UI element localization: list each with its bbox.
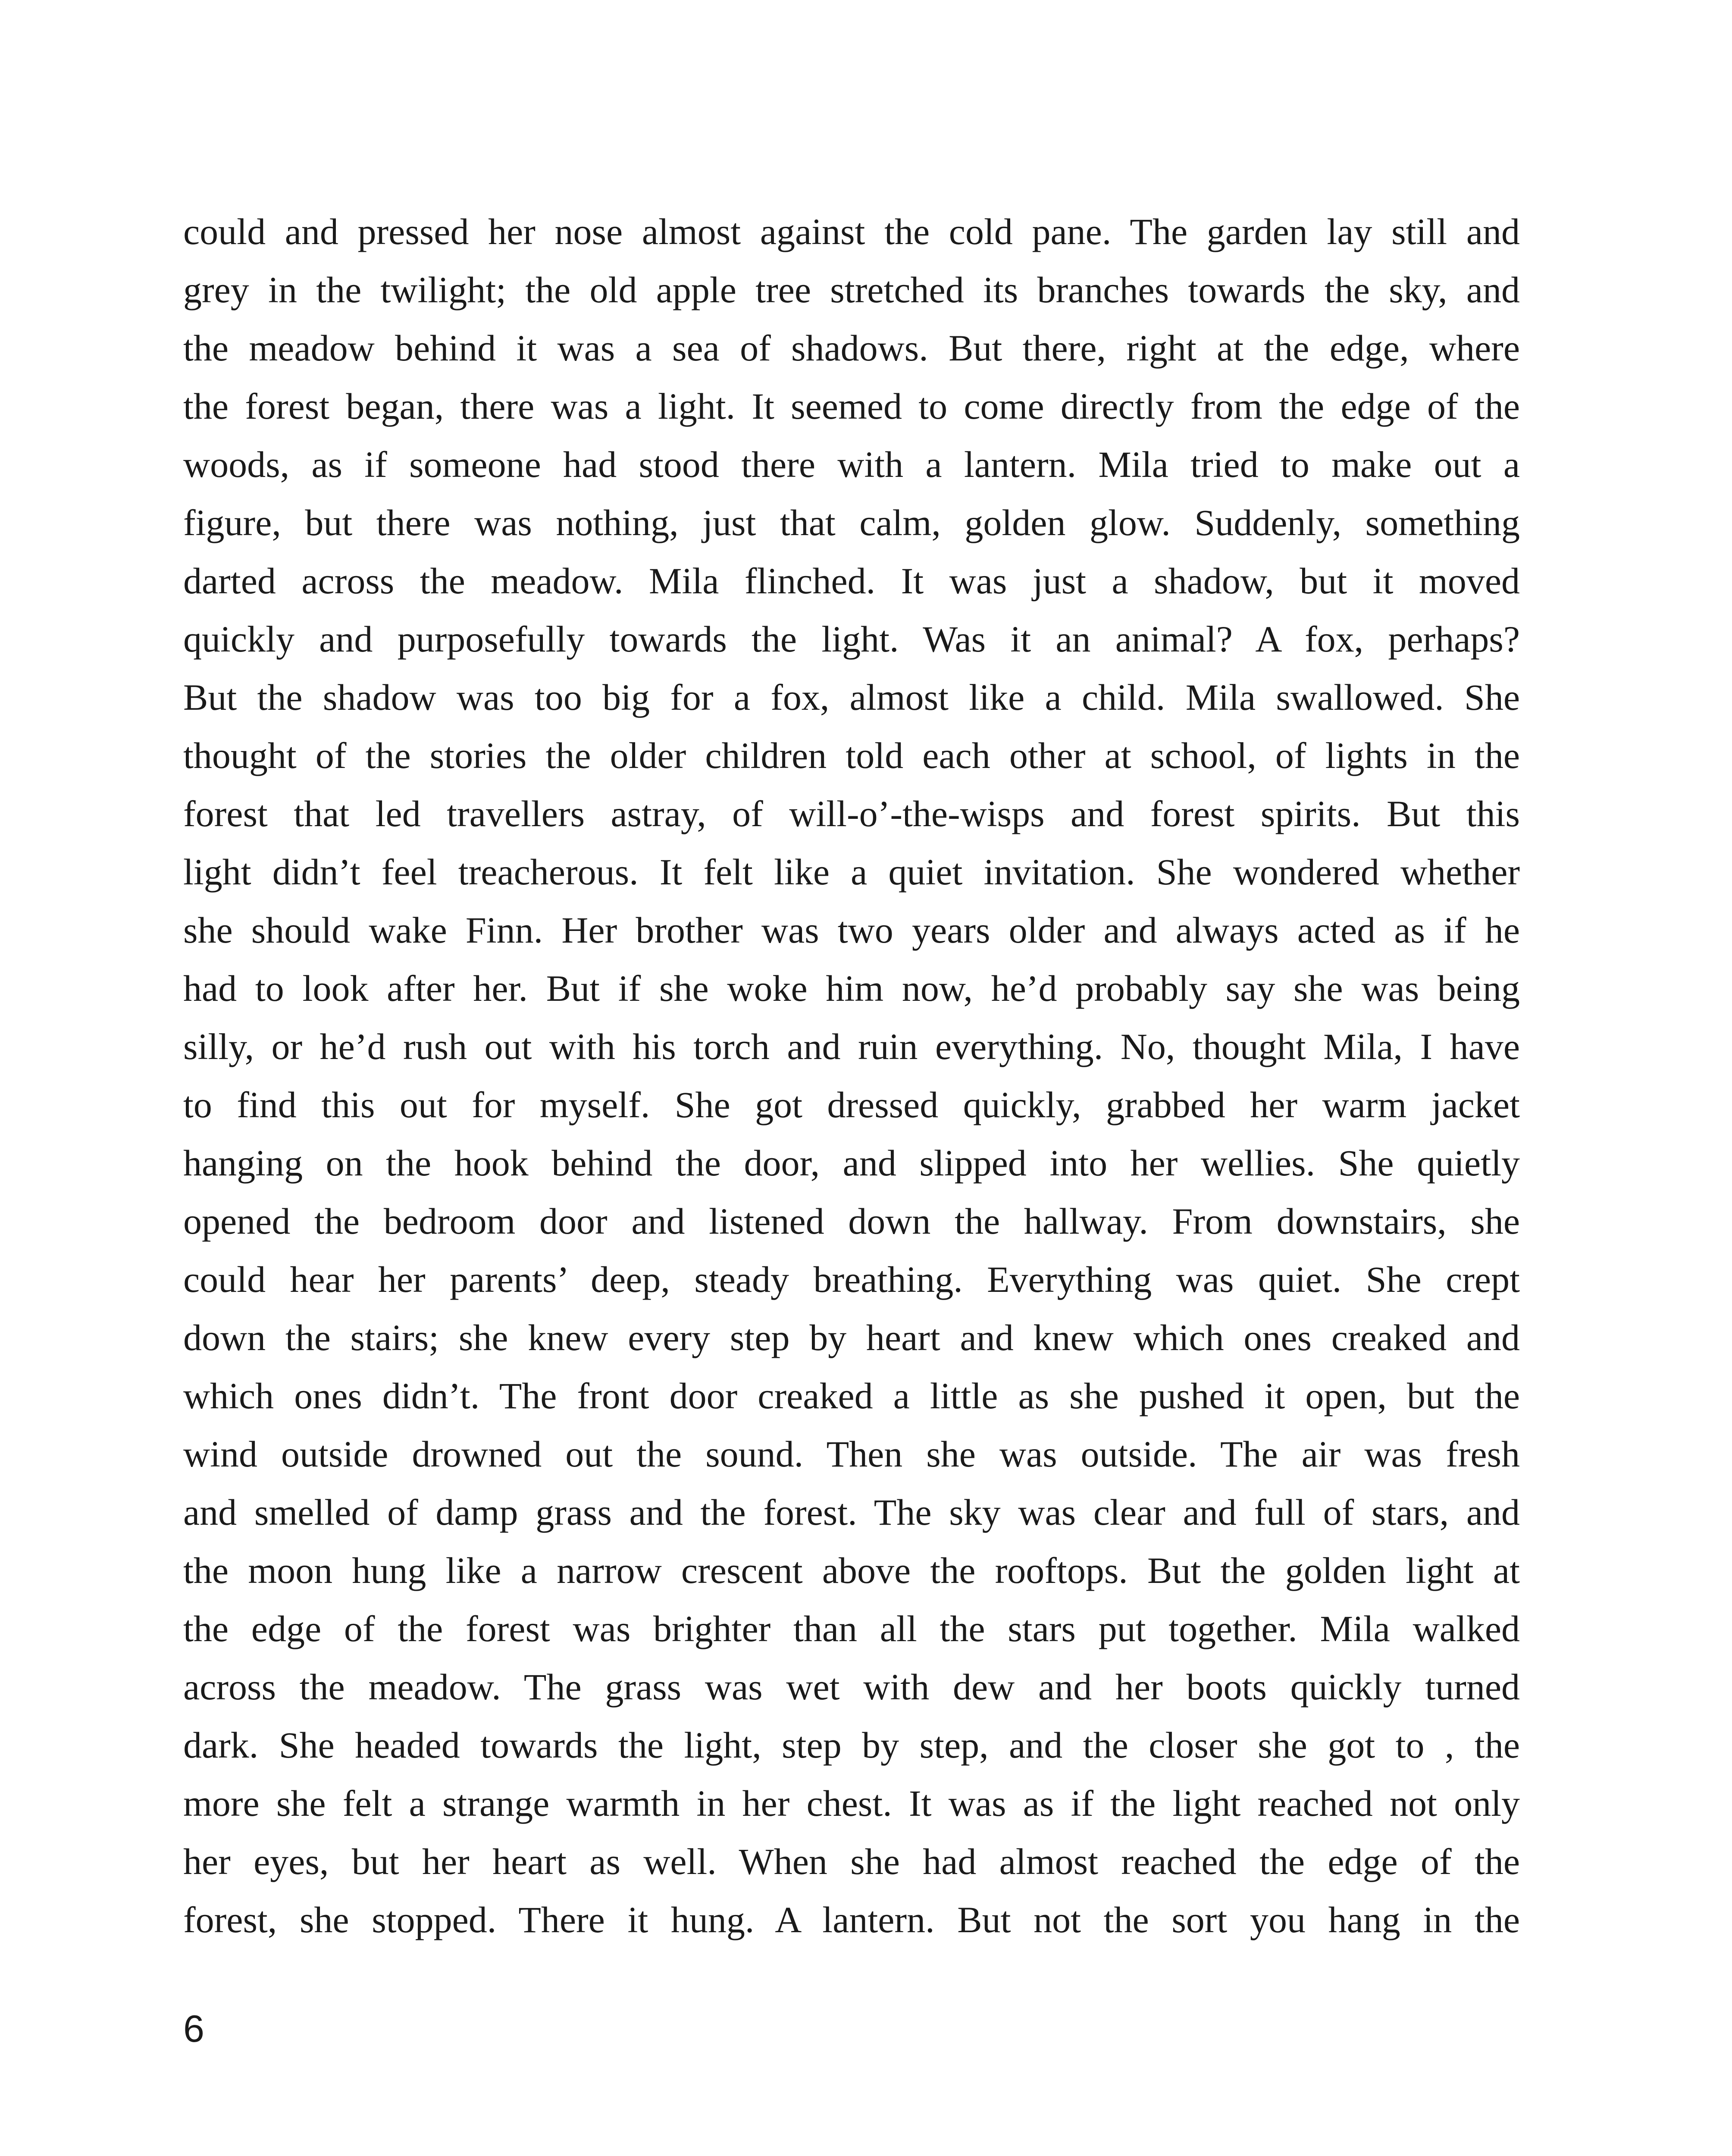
text-line: quickly and purposefully towards the light. Was it an animal? A fox, perhaps?: [183, 618, 1520, 660]
text-line: down the stairs; she knew every step by heart and knew which ones creaked and: [183, 1317, 1520, 1358]
text-line: hanging on the hook behind the door, and slipped into her wellies. She quietly: [183, 1142, 1520, 1184]
text-line: wind outside drowned out the sound. Then she was outside. The air was fresh: [183, 1433, 1520, 1475]
body-text: [183, 203, 1520, 1949]
text-line: more she felt a strange warmth in her chest. It was as if the light reached not only: [183, 1783, 1520, 1824]
text-line: the moon hung like a narrow crescent above the rooftops. But the golden light at: [183, 1550, 1520, 1591]
text-line: her eyes, but her heart as well. When she had almost reached the edge of the: [183, 1841, 1520, 1882]
text-line: and smelled of damp grass and the forest. The sky was clear and full of stars, and: [183, 1492, 1520, 1533]
page-number: 6: [183, 2007, 204, 2050]
text-line: across the meadow. The grass was wet with dew and her boots quickly turned: [183, 1666, 1520, 1708]
text-line: dark. She headed towards the light, step by step, and the closer she got to , the: [183, 1724, 1520, 1766]
text-line: But the shadow was too big for a fox, almost like a child. Mila swallowed. She: [183, 677, 1520, 718]
text-line: forest, she stopped. There it hung. A lantern. But not the sort you hang in the: [183, 1899, 1520, 1940]
text-line: the forest began, there was a light. It seemed to come directly from the edge of the: [183, 385, 1520, 427]
text-line: darted across the meadow. Mila flinched. It was just a shadow, but it moved: [183, 560, 1520, 602]
text-line: which ones didn’t. The front door creaked a little as she pushed it open, but the: [183, 1375, 1520, 1416]
text-line: light didn’t feel treacherous. It felt like a quiet invitation. She wondered whether: [183, 851, 1520, 893]
text-line: forest that led travellers astray, of will-o’-the-wisps and forest spirits. But this: [183, 793, 1520, 834]
text-line: could hear her parents’ deep, steady breathing. Everything was quiet. She crept: [183, 1259, 1520, 1300]
text-line: the edge of the forest was brighter than all the stars put together. Mila walked: [183, 1608, 1520, 1649]
text-line: silly, or he’d rush out with his torch and ruin everything. No, thought Mila, I have: [183, 1026, 1520, 1067]
text-line: the meadow behind it was a sea of shadows. But there, right at the edge, where: [183, 327, 1520, 369]
text-line: woods, as if someone had stood there with a lantern. Mila tried to make out a: [183, 444, 1520, 485]
text-line: she should wake Finn. Her brother was two years older and always acted as if he: [183, 909, 1520, 951]
text-line: had to look after her. But if she woke him now, he’d probably say she was being: [183, 968, 1520, 1009]
text-line: figure, but there was nothing, just that calm, golden glow. Suddenly, something: [183, 502, 1520, 543]
text-line: to find this out for myself. She got dressed quickly, grabbed her warm jacket: [183, 1084, 1520, 1125]
text-line: opened the bedroom door and listened down the hallway. From downstairs, she: [183, 1200, 1520, 1242]
text-line: could and pressed her nose almost against the cold pane. The garden lay still and: [183, 211, 1520, 252]
text-line: grey in the twilight; the old apple tree stretched its branches towards the sky, and: [183, 269, 1520, 310]
text-line: thought of the stories the older children told each other at school, of lights in the: [183, 735, 1520, 776]
